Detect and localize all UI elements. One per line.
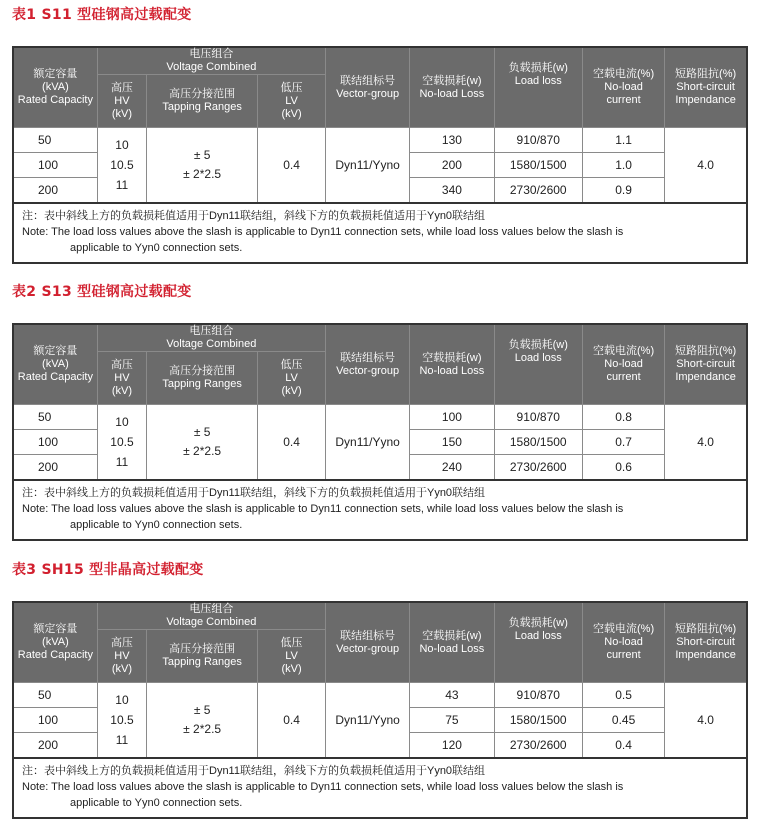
hv-cell: 10 10.5 11	[97, 683, 146, 759]
impedance-cell: 4.0	[665, 128, 747, 204]
header-impedance: 短路阻抗(%) Short-circuit Impendance	[665, 324, 747, 405]
noload-current-cell: 0.8	[582, 405, 664, 430]
spec-table-block	[12, 323, 748, 541]
noload-loss-cell: 340	[410, 178, 494, 204]
capacity-cell: 200	[13, 455, 97, 481]
capacity-cell: 200	[13, 178, 97, 204]
hv-cell: 10 10.5 11	[97, 128, 146, 204]
note-chinese: 注：表中斜线上方的负载损耗值适用于Dyn11联结组，斜线下方的负载损耗值适用于Yyn0联结组	[22, 210, 486, 222]
load-loss-cell: 910/870	[494, 128, 582, 153]
capacity-cell: 50	[13, 405, 97, 430]
header-hv: 高压 HV (kV)	[97, 75, 146, 128]
noload-loss-cell: 43	[410, 683, 494, 708]
noload-loss-cell: 130	[410, 128, 494, 153]
noload-current-cell: 0.9	[582, 178, 664, 204]
lv-cell: 0.4	[258, 405, 326, 481]
note-english-continued: applicable to Yyn0 connection sets.	[70, 242, 243, 254]
spec-table-block	[12, 46, 748, 264]
header-noload-loss: 空载损耗(w) No-load Loss	[410, 602, 494, 683]
noload-loss-cell: 150	[410, 430, 494, 455]
load-loss-cell: 2730/2600	[494, 178, 582, 204]
spec-table-block	[12, 601, 748, 819]
header-tapping: 高压分接范围 Tapping Ranges	[147, 75, 258, 128]
load-loss-cell: 1580/1500	[494, 430, 582, 455]
header-hv: 高压 HV (kV)	[97, 630, 146, 683]
note-chinese: 注：表中斜线上方的负载损耗值适用于Dyn11联结组，斜线下方的负载损耗值适用于Yyn0联结组	[22, 487, 486, 499]
noload-loss-cell: 75	[410, 708, 494, 733]
header-vector-group: 联结组标号 Vector-group	[325, 47, 409, 128]
table-row	[13, 405, 747, 430]
header-capacity: 额定容量 (kVA) Rated Capacity	[13, 602, 97, 683]
header-load-loss: 负载损耗(w) Load loss	[494, 602, 582, 683]
noload-current-cell: 0.7	[582, 430, 664, 455]
load-loss-cell: 2730/2600	[494, 733, 582, 759]
note-english-continued: applicable to Yyn0 connection sets.	[70, 797, 243, 809]
lv-cell: 0.4	[258, 683, 326, 759]
table-caption: 表1 S11 型硅钢高过载配变	[12, 7, 192, 23]
header-noload-loss: 空载损耗(w) No-load Loss	[410, 324, 494, 405]
header-lv: 低压 LV (kV)	[258, 352, 326, 405]
note-english-continued: applicable to Yyn0 connection sets.	[70, 519, 243, 531]
table-note	[12, 759, 748, 819]
header-vector-group: 联结组标号 Vector-group	[325, 602, 409, 683]
header-hv: 高压 HV (kV)	[97, 352, 146, 405]
header-noload-loss: 空载损耗(w) No-load Loss	[410, 47, 494, 128]
tapping-cell: ± 5 ± 2*2.5	[147, 683, 258, 759]
table-row	[13, 128, 747, 153]
header-impedance: 短路阻抗(%) Short-circuit Impendance	[665, 602, 747, 683]
load-loss-cell: 1580/1500	[494, 153, 582, 178]
impedance-cell: 4.0	[665, 683, 747, 759]
load-loss-cell: 910/870	[494, 683, 582, 708]
noload-current-cell: 0.6	[582, 455, 664, 481]
note-english: Note: The load loss values above the slash is applicable to Dyn11 connection sets, while load loss values below the slash is	[22, 226, 624, 238]
header-lv: 低压 LV (kV)	[258, 75, 326, 128]
tapping-cell: ± 5 ± 2*2.5	[147, 128, 258, 204]
capacity-cell: 200	[13, 733, 97, 759]
header-vector-group: 联结组标号 Vector-group	[325, 324, 409, 405]
header-lv: 低压 LV (kV)	[258, 630, 326, 683]
header-noload-current: 空载电流(%) No-load current	[582, 324, 664, 405]
noload-loss-cell: 200	[410, 153, 494, 178]
header-capacity: 额定容量 (kVA) Rated Capacity	[13, 324, 97, 405]
vector-cell: Dyn11/Yyno	[325, 405, 409, 481]
tapping-cell: ± 5 ± 2*2.5	[147, 405, 258, 481]
table-note	[12, 481, 748, 541]
capacity-cell: 50	[13, 128, 97, 153]
header-noload-current: 空载电流(%) No-load current	[582, 47, 664, 128]
capacity-cell: 100	[13, 708, 97, 733]
header-load-loss: 负载损耗(w) Load loss	[494, 324, 582, 405]
capacity-cell: 100	[13, 430, 97, 455]
vector-cell: Dyn11/Yyno	[325, 683, 409, 759]
vector-cell: Dyn11/Yyno	[325, 128, 409, 204]
hv-cell: 10 10.5 11	[97, 405, 146, 481]
spec-table	[12, 601, 748, 759]
note-english: Note: The load loss values above the slash is applicable to Dyn11 connection sets, while load loss values below the slash is	[22, 781, 624, 793]
header-noload-current: 空载电流(%) No-load current	[582, 602, 664, 683]
noload-loss-cell: 100	[410, 405, 494, 430]
note-english: Note: The load loss values above the slash is applicable to Dyn11 connection sets, while load loss values below the slash is	[22, 503, 624, 515]
noload-current-cell: 0.4	[582, 733, 664, 759]
table-caption: 表3 SH15 型非晶高过载配变	[12, 562, 204, 578]
table-row	[13, 683, 747, 708]
capacity-cell: 100	[13, 153, 97, 178]
noload-current-cell: 0.45	[582, 708, 664, 733]
noload-current-cell: 0.5	[582, 683, 664, 708]
load-loss-cell: 1580/1500	[494, 708, 582, 733]
capacity-cell: 50	[13, 683, 97, 708]
header-tapping: 高压分接范围 Tapping Ranges	[147, 352, 258, 405]
header-capacity: 额定容量 (kVA) Rated Capacity	[13, 47, 97, 128]
noload-loss-cell: 120	[410, 733, 494, 759]
header-load-loss: 负载损耗(w) Load loss	[494, 47, 582, 128]
header-voltage-combined: 电压组合 Voltage Combined	[97, 602, 325, 630]
table-note	[12, 204, 748, 264]
table-caption: 表2 S13 型硅钢高过载配变	[12, 284, 192, 300]
noload-current-cell: 1.1	[582, 128, 664, 153]
load-loss-cell: 2730/2600	[494, 455, 582, 481]
spec-table	[12, 323, 748, 481]
note-chinese: 注：表中斜线上方的负载损耗值适用于Dyn11联结组，斜线下方的负载损耗值适用于Yyn0联结组	[22, 765, 486, 777]
impedance-cell: 4.0	[665, 405, 747, 481]
noload-loss-cell: 240	[410, 455, 494, 481]
header-tapping: 高压分接范围 Tapping Ranges	[147, 630, 258, 683]
header-voltage-combined: 电压组合 Voltage Combined	[97, 47, 325, 75]
header-impedance: 短路阻抗(%) Short-circuit Impendance	[665, 47, 747, 128]
noload-current-cell: 1.0	[582, 153, 664, 178]
lv-cell: 0.4	[258, 128, 326, 204]
header-voltage-combined: 电压组合 Voltage Combined	[97, 324, 325, 352]
spec-table	[12, 46, 748, 204]
load-loss-cell: 910/870	[494, 405, 582, 430]
